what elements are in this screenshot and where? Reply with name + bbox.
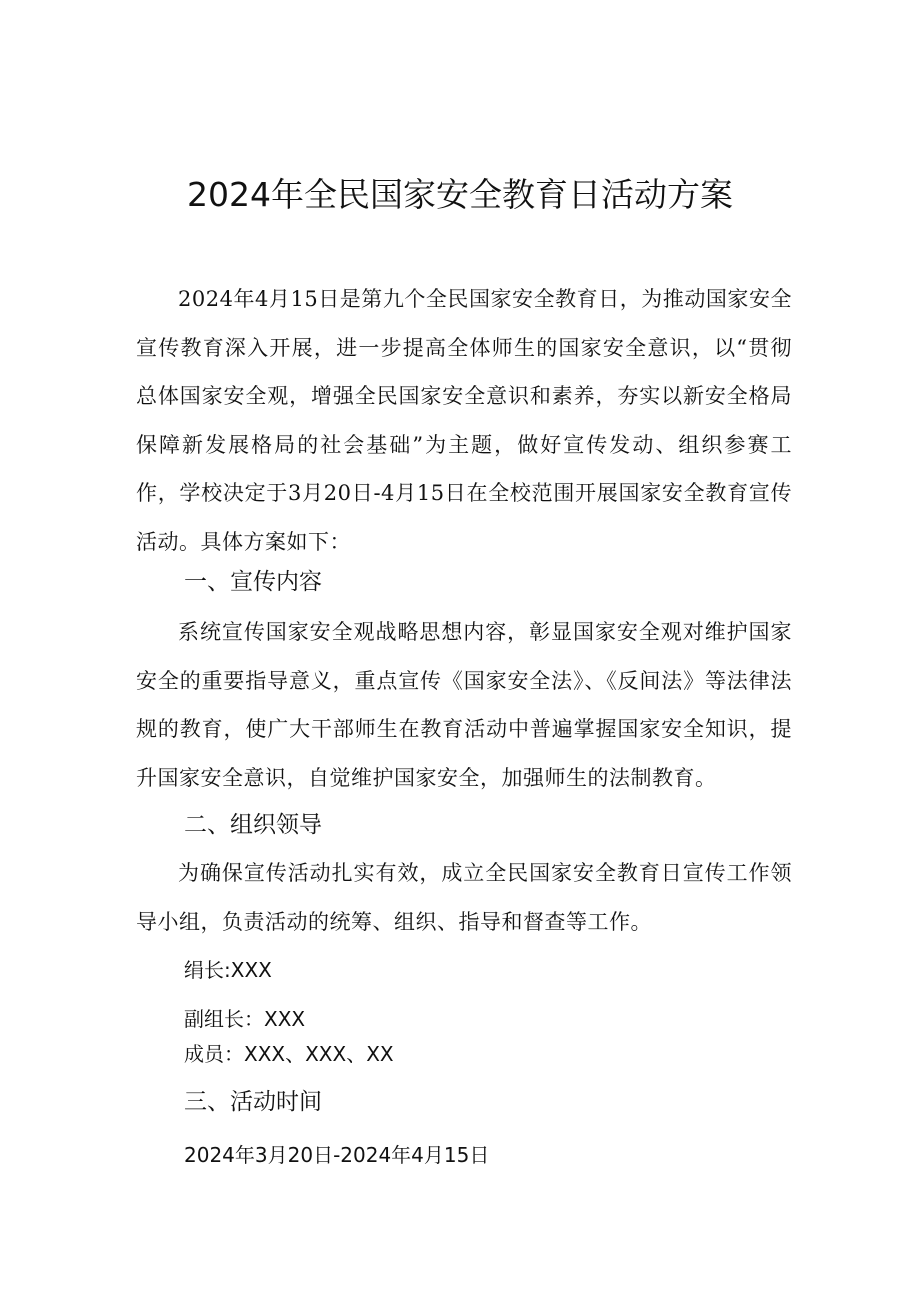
intro-paragraph: 2024年4月15日是第九个全民国家安全教育日，为推动国家安全宣传教育深入开展，进一步提高全体师生的国家安全意识，以“贯彻总体国家安全观，增强全民国家安全意识和素养，夯实以新安全格局保障新发展格局的社会基础”为主题，做好宣传发动、组织参赛工作，学校决定于3月20日-4月15日在全校范围开展国家安全教育宣传活动。具体方案如下：: [136, 287, 792, 554]
document-title: 2024年全民国家安全教育日活动方案: [187, 175, 733, 214]
section-heading-organization: 二、组织领导: [184, 812, 322, 838]
member-list: 成员：XXX、XXX、XX: [184, 1042, 394, 1066]
member-deputy-leader: 副组长：XXX: [184, 1007, 306, 1031]
activity-time-range: 2024年3月20日-2024年4月15日: [184, 1143, 490, 1167]
member-leader: 绢长:XXX: [184, 958, 272, 982]
section-body-publicity-content: 系统宣传国家安全观战略思想内容，彰显国家安全观对维护国家安全的重要指导意义，重点宣传《国家安全法》、《反间法》等法律法规的教育，使广大干部师生在教育活动中普遍掌握国家安全知识，提升国家安全意识，自觉维护国家安全，加强师生的法制教育。: [136, 620, 792, 790]
section-body-organization: 为确保宣传活动扎实有效，成立全民国家安全教育日宣传工作领导小组，负责活动的统筹、组织、指导和督查等工作。: [136, 861, 792, 934]
section-heading-activity-time: 三、活动时间: [184, 1089, 322, 1115]
section-heading-publicity-content: 一、宣传内容: [184, 569, 322, 595]
